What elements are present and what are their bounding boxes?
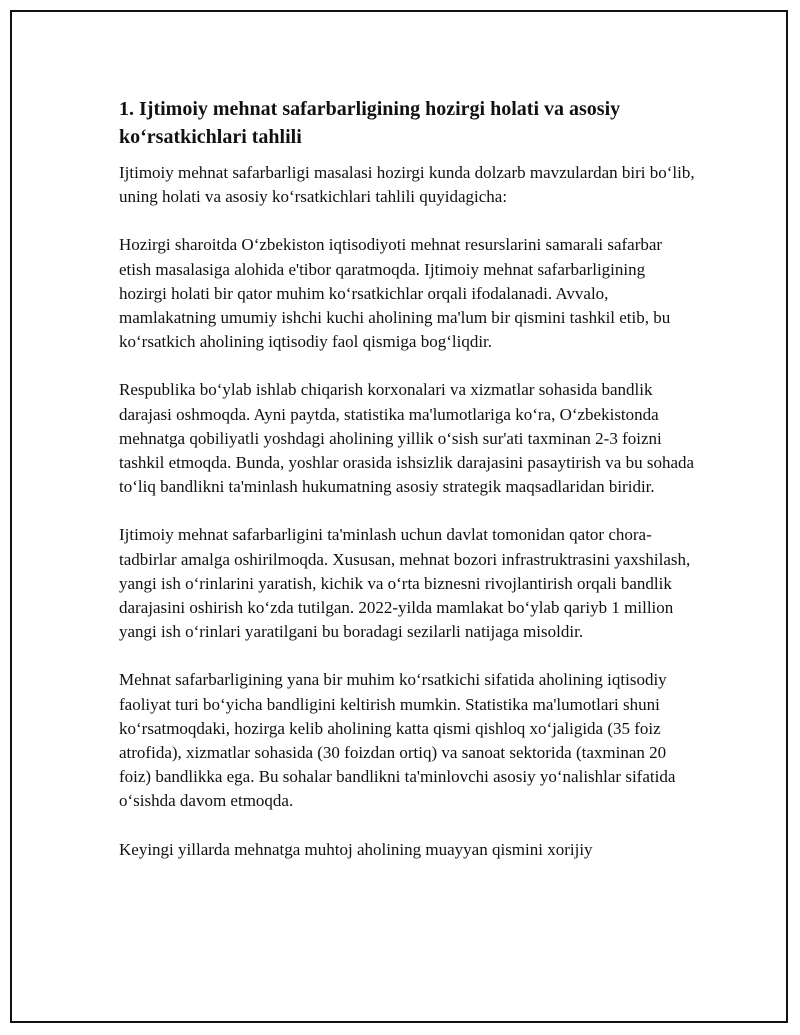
paragraph-state-measures: Ijtimoiy mehnat safarbarligini ta'minlash uchun davlat tomonidan qator chora-tadbirlar amalga oshirilmoqda. Xususan, mehnat bozori infrastruktrasini yaxshilash, yangi ish o‘rinlarini yaratish, kichik va o‘rta biznesni rivojlantirish orqali bandlik darajasini oshirish ko‘zda tutilgan. 2022-yilda mamlakat bo‘ylab qariyb 1 million yangi ish o‘rinlari yaratilgani bu boradagi sezilarli natijaga misoldir. (119, 525, 691, 642)
document-body (119, 95, 697, 886)
paragraph-current-state: Hozirgi sharoitda O‘zbekiston iqtisodiyoti mehnat resurslarini samarali safarbar etish masalasiga alohida e'tibor qaratmoqda. Ijtimoiy mehnat safarbarligining hozirgi holati bir qator muhim ko‘rsatkichlar orqali ifodalanadi. Avvalo, mamlakatning umumiy ishchi kuchi aholining ma'lum bir qismini tashkil etib, bu ko‘rsatkich aholining iqtisodiy faol qismiga bog‘liqdir. (119, 235, 671, 352)
paragraph-sector-employment: Mehnat safarbarligining yana bir muhim ko‘rsatkichi sifatida aholining iqtisodiy faoliyat turi bo‘yicha bandligini keltirish mumkin. Statistika ma'lumotlari shuni ko‘rsatmoqdaki, hozirga kelib aholining katta qismi qishloq xo‘jaligida (35 foiz atrofida), xizmatlar sohasida (30 foizdan ortiq) va sanoat sektorida (taxminan 20 foiz) bandlikka ega. Bu sohalar bandlikni ta'minlovchi asosiy yo‘nalishlar sifatida o‘sishda davom etmoqda. (119, 670, 676, 811)
paragraph-employment-growth: Respublika bo‘ylab ishlab chiqarish korxonalari va xizmatlar sohasida bandlik darajasi oshmoqda. Ayni paytda, statistika ma'lumotlariga ko‘ra, O‘zbekistonda mehnatga qobiliyatli yoshdagi aholining yillik o‘sish sur'ati taxminan 2-3 foizni tashkil etmoqda. Bunda, yoshlar orasida ishsizlik darajasini pasaytirish va bu sohada to‘liq bandlikni ta'minlash hukumatning asosiy strategik maqsadlaridan biridir. (119, 380, 695, 497)
paragraph-foreign-labor: Keyingi yillarda mehnatga muhtoj aholining muayyan qismini xorijiy (119, 839, 593, 859)
paragraph-intro: Ijtimoiy mehnat safarbarligi masalasi hozirgi kunda dolzarb mavzulardan biri bo‘lib, uning holati va asosiy ko‘rsatkichlari tahlili quyidagicha: (119, 163, 695, 207)
page-frame (10, 10, 788, 1023)
section-heading: 1. Ijtimoiy mehnat safarbarligining hozirgi holati va asosiy ko‘rsatkichlari tahlili (119, 98, 621, 148)
